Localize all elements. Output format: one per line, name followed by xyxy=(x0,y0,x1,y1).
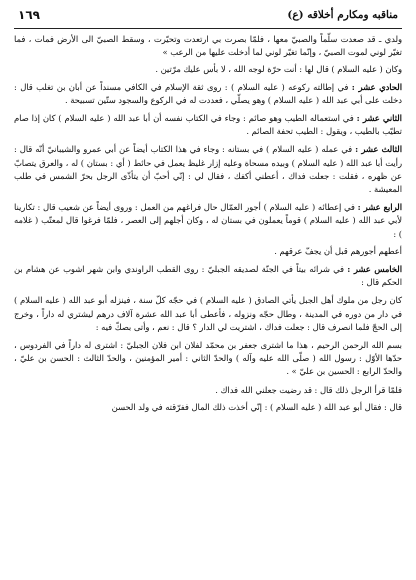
paragraph-text: وكان ( عليه السلام ) قال لها : أنت حرّة لوجه الله ، لا بأس عليك مرّتين . xyxy=(155,64,402,75)
section-heading: الخامس عشر : xyxy=(347,264,402,275)
paragraph-text: في شرائه بيتاً في الجنّة لصديقه الجبليّ : روى القطب الراوندي وابن شهر اشوب عن هشام بن الحكم قال : xyxy=(14,264,402,288)
paragraph-text: في عمله ( عليه السلام ) في بستانه : وجاء في هذا الكتاب أيضاً عن أبي عمرو والشيبانيّ أنّه قال : رأيت أبا عبد الله ( عليه السلام ) وبيده مسحاة وعليه إزار غليظ يعمل في حائط ( أي : بستان ) له ، والعرق يتصابّ عن ظهره ، فقلت : جعلت فداك ، أعطني أكفك ، فقال لي : إنّي أحبّ أن يتأذّى الرجل بحرّ الشمس في طلب المعيشة . xyxy=(14,144,402,195)
document-page xyxy=(14,8,402,574)
paragraph-response xyxy=(14,384,402,397)
section-heading: الحادي عشر : xyxy=(351,81,402,92)
section-heading: الرابع عشر : xyxy=(357,202,402,213)
section-13 xyxy=(14,143,402,196)
paragraph-story xyxy=(14,294,402,334)
paragraph-text: فلمّا قرأ الرجل ذلك قال : قد رضيت جعلني الله فداك . xyxy=(215,384,402,395)
paragraph-text: في استعماله الطيب وهو صائم : وجاء في الكتاب نفسه أن أبا عبد الله ( عليه السلام ) كان إذا صام تطيّب بالطيب ، ويقول : الطيب تحفة الصائم . xyxy=(14,113,402,137)
running-title: مناقبه ومكارم أخلاقه (ع) xyxy=(287,9,398,21)
document-body xyxy=(14,33,402,414)
section-15 xyxy=(14,263,402,289)
paragraph-final xyxy=(14,401,402,414)
paragraph-1 xyxy=(14,33,402,59)
paragraph-deed xyxy=(14,339,402,379)
paragraph-text: أعطهم أجورهم قبل أن يجفّ عرقهم . xyxy=(274,245,402,256)
section-heading: الثاني عشر : xyxy=(356,113,402,124)
section-14 xyxy=(14,201,402,241)
paragraph-2 xyxy=(14,63,402,76)
section-12 xyxy=(14,112,402,138)
page-header xyxy=(14,8,402,29)
page-number: ١٦٩ xyxy=(18,8,40,22)
paragraph-text: بسم الله الرحمن الرحيم ، هذا ما اشترى جعفر بن محمّد لفلان ابن فلان الجبليّ : اشترى له داراً في الفردوس ، حدّها الأوّل : رسول الله ( صلّى الله عليه وآله ) والحدّ الثاني : أمير المؤمنين ، والحدّ الثالث : الحسن بن عليّ ، والحدّ الرابع : الحسين بن عليّ » . xyxy=(14,340,402,377)
paragraph-text: في إعطائه ( عليه السلام ) أجور العمّال حال فراغهم من العمل : وروى أيضاً عن شعيب قال : تكارينا لأبي عبد الله ( عليه السلام ) قوماً يعملون في بستان له ، وكان أجلهم إلى العصر ، فلمّا فرغوا قال لمعتّب ( غلامه ) : xyxy=(14,202,402,239)
section-11 xyxy=(14,81,402,107)
paragraph-text: ولدي ـ قد صعدت سلّماً والصبيّ معها ، فلمّا بصرت بي ارتعدت وتحيّرت ، وسقط الصبيّ الى الأرض فمات ، فما تغيّر لوني لموت الصبيّ ، وإنّما تغيّر لوني لما أدخلت عليها من الرعب » xyxy=(14,34,402,58)
paragraph-text: قال : فقال أبو عبد الله ( عليه السلام ) : إنّي أخذت ذلك المال ففرّقته في ولد الحسن xyxy=(111,401,402,412)
paragraph-text: كان رجل من ملوك أهل الجبل يأتي الصادق ( عليه السلام ) في حجّه كلّ سنة ، فينزله أبو عبد الله ( عليه السلام ) في دار من دوره في المدينة ، وطال حجّه ونزوله ، فأعطى أبا عبد الله عشرة آلاف درهم ليشتري له داراً ، وخرج إلى الحجّ فلما انصرف قال : جعلت فداك ، اشتريت لي الدار ؟ قال : نعم ، وأتى بصكّ فيه : xyxy=(14,295,402,332)
paragraph-quote xyxy=(14,245,402,258)
paragraph-text: في إطالته ركوعه ( عليه السلام ) : روى ثقة الإسلام في الكافي مسنداً عن أبان بن تغلب قال : دخلت على أبي عبد الله ( عليه السلام ) وهو يصلّي ، فعددت له في الركوع والسجود ستّين تسبيحة . xyxy=(14,81,402,105)
section-heading: الثالث عشر : xyxy=(355,144,403,155)
